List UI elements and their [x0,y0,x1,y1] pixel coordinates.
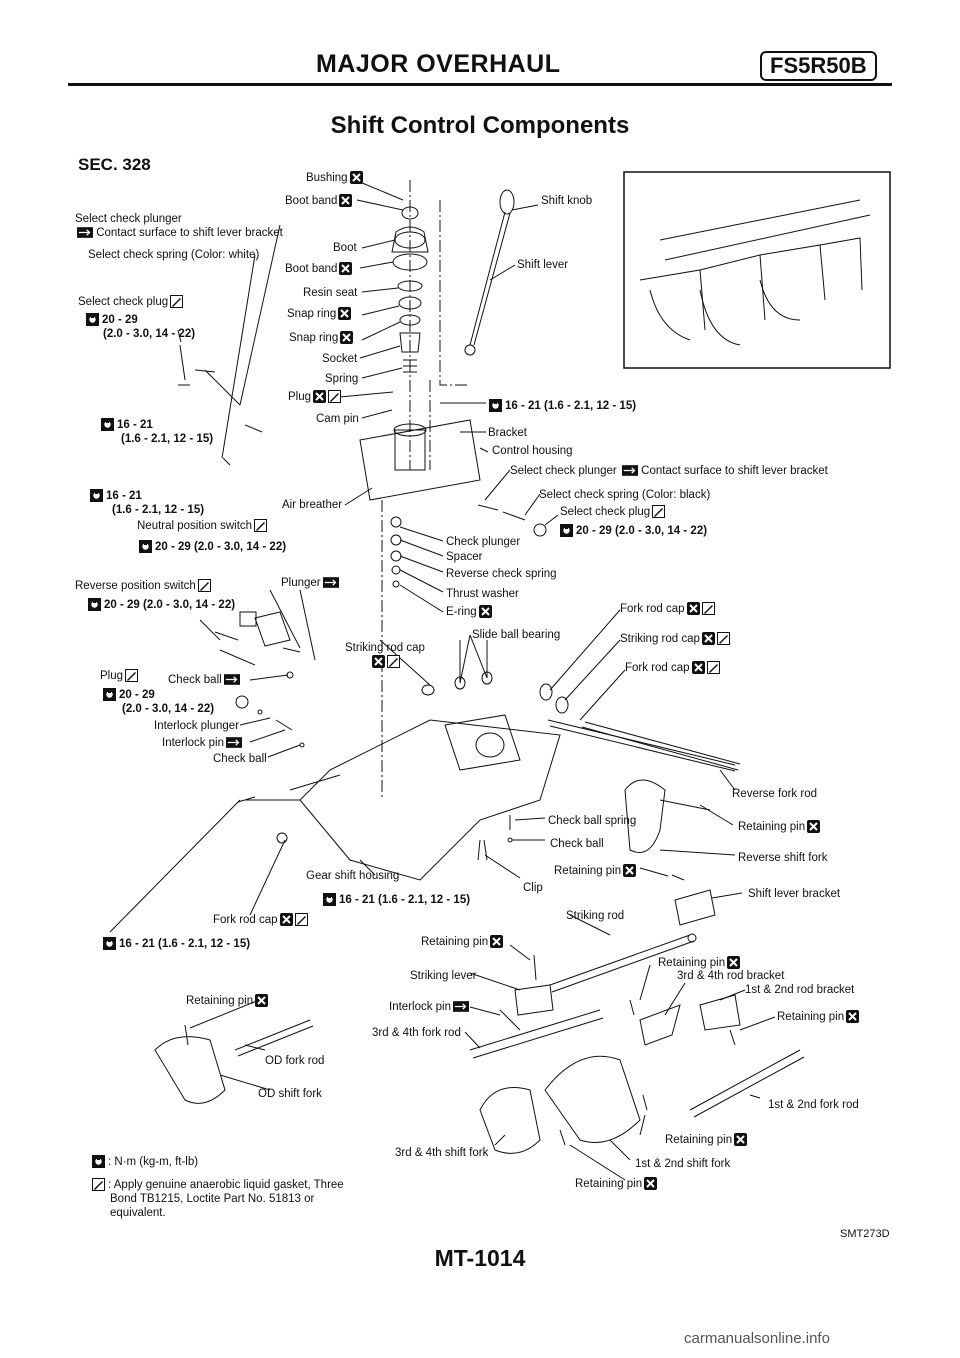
label-striking-rod-cap-right: Striking rod cap [620,632,730,646]
torque-icon [101,418,114,431]
torque-neutral: 20 - 29 (2.0 - 3.0, 14 - 22) [139,540,286,554]
gasket-icon [170,295,183,308]
replace-icon [490,935,503,948]
replace-icon [702,632,715,645]
label-slide-ball-bearing: Slide ball bearing [472,629,561,641]
torque-housing: 16 - 21 (1.6 - 2.1, 12 - 15) [323,893,470,907]
replace-icon [339,194,352,207]
label-od-shift-fork: OD shift fork [258,1088,322,1100]
label-fork-rod-cap-3: Fork rod cap [213,913,308,927]
gasket-icon [125,669,138,682]
torque-plug2-values: (2.0 - 3.0, 14 - 22) [122,703,215,715]
label-control-housing: Control housing [492,445,573,457]
torque-bottom-left: 16 - 21 (1.6 - 2.1, 12 - 15) [103,937,250,951]
label-rod-bracket-34: 3rd & 4th rod bracket [677,970,785,982]
label-check-ball-2: Check ball [213,753,267,765]
label-fork-rod-34: 3rd & 4th fork rod [372,1027,461,1039]
label-check-plunger: Check plunger [446,536,521,548]
replace-icon [692,661,705,674]
label-retaining-pin-5: Retaining pin [186,994,268,1008]
label-select-check-plug-left: Select check plug [78,295,183,309]
label-fork-rod-cap-1: Fork rod cap [620,602,715,616]
gasket-icon [254,519,267,532]
gasket-icon [198,579,211,592]
replace-icon [846,1010,859,1023]
label-od-fork-rod: OD fork rod [265,1055,325,1067]
replace-icon [372,655,385,668]
torque-icon [139,540,152,553]
torque-icon [103,688,116,701]
lubricant-icon [323,577,339,588]
lubricant-icon [224,674,240,685]
gasket-icon [717,632,730,645]
torque-icon [489,399,502,412]
gasket-icon [92,1178,105,1191]
replace-icon [623,864,636,877]
label-striking-lever: Striking lever [410,970,477,982]
label-bushing: Bushing [306,171,363,185]
label-boot-band-2: Boot band [285,262,352,276]
torque-icon [560,524,573,537]
legend-gasket-line2: Bond TB1215, Loctite Part No. 51813 or [110,1193,315,1205]
label-reverse-switch: Reverse position switch [75,579,211,593]
figure-reference: SMT273D [840,1228,890,1240]
replace-icon [255,994,268,1007]
label-plunger: Plunger [281,576,339,590]
torque-icon [103,937,116,950]
label-fork-rod-cap-2: Fork rod cap [625,661,720,675]
label-interlock-plunger: Interlock plunger [154,720,240,732]
label-retaining-pin-3: Retaining pin [421,935,503,949]
torque-icon [88,598,101,611]
torque-left-a: 16 - 21 [101,418,153,432]
label-shift-lever-bracket: Shift lever bracket [748,888,841,900]
label-rod-bracket-12: 1st & 2nd rod bracket [745,984,855,996]
replace-icon [727,956,740,969]
gasket-icon [707,661,720,674]
label-retaining-pin-7: Retaining pin [665,1133,747,1147]
gasket-icon [328,390,341,403]
label-interlock-pin-1: Interlock pin [162,736,242,750]
watermark: carmanualsonline.info [684,1330,830,1347]
lubricant-icon [77,227,93,238]
gasket-icon [295,913,308,926]
header-title: MAJOR OVERHAUL [316,50,561,78]
label-snap-ring-2: Snap ring [289,331,353,345]
page-title: Shift Control Components [330,112,630,139]
label-boot: Boot [333,242,357,254]
label-check-ball-1: Check ball [168,673,240,687]
label-clip: Clip [523,882,543,894]
label-retaining-pin-8: Retaining pin [575,1177,657,1191]
label-fork-rod-12: 1st & 2nd fork rod [768,1099,859,1111]
torque-plug-right: 20 - 29 (2.0 - 3.0, 14 - 22) [560,524,707,538]
replace-icon [644,1177,657,1190]
label-select-check-plunger-right: Select check plunger Contact surface to shift lever bracket [510,465,828,477]
label-thrust-washer: Thrust washer [446,588,519,600]
label-reverse-shift-fork: Reverse shift fork [738,852,828,864]
torque-icon [90,489,103,502]
label-socket: Socket [322,353,358,365]
header-model-code: FS5R50B [760,51,877,81]
torque-icon [92,1155,105,1168]
torque-plug2: 20 - 29 [103,688,155,702]
label-retaining-pin-4: Retaining pin [658,956,740,970]
section-number: SEC. 328 [78,155,151,174]
label-select-check-spring-black: Select check spring (Color: black) [539,489,711,501]
lubricant-icon [622,465,638,476]
gasket-icon [652,505,665,518]
label-interlock-pin-2: Interlock pin [389,1000,469,1014]
label-cam-pin: Cam pin [316,413,359,425]
label-contact-surface-left: Contact surface to shift lever bracket [75,226,283,240]
label-air-breather: Air breather [282,499,343,511]
label-retaining-pin-1: Retaining pin [738,820,820,834]
torque-left-a-values: (1.6 - 2.1, 12 - 15) [121,433,214,445]
label-resin-seat: Resin seat [303,287,358,299]
label-retaining-pin-2: Retaining pin [554,864,636,878]
label-select-check-plug-right: Select check plug [560,505,665,519]
replace-icon [339,262,352,275]
torque-reverse: 20 - 29 (2.0 - 3.0, 14 - 22) [88,598,235,612]
label-plug-top: Plug [288,390,341,404]
replace-icon [313,390,326,403]
label-plug-left: Plug [100,669,138,683]
legend-torque: : N·m (kg-m, ft-lb) [92,1155,198,1169]
torque-plug-left: 20 - 29 [86,313,138,327]
replace-icon [280,913,293,926]
torque-bracket: 16 - 21 (1.6 - 2.1, 12 - 15) [489,399,636,413]
label-check-ball-3: Check ball [550,838,604,850]
label-striking-rod: Striking rod [566,910,625,922]
label-retaining-pin-6: Retaining pin [777,1010,859,1024]
label-spacer: Spacer [446,551,483,563]
label-reverse-fork-rod: Reverse fork rod [732,788,818,800]
label-select-check-spring-white: Select check spring (Color: white) [88,249,260,261]
replace-icon [734,1133,747,1146]
label-boot-band-1: Boot band [285,194,352,208]
gasket-icon [702,602,715,615]
replace-icon [338,307,351,320]
replace-icon [807,820,820,833]
torque-icon [323,893,336,906]
icons-striking-rod-cap-mid [370,655,400,669]
label-gear-shift-housing: Gear shift housing [306,870,400,882]
page-number: MT-1014 [434,1245,526,1271]
label-bracket: Bracket [488,427,527,439]
gasket-icon [387,655,400,668]
lubricant-icon [453,1001,469,1012]
torque-left-b-values: (1.6 - 2.1, 12 - 15) [112,504,205,516]
label-shift-fork-12: 1st & 2nd shift fork [635,1158,731,1170]
lubricant-icon [226,737,242,748]
label-check-ball-spring: Check ball spring [548,815,637,827]
replace-icon [687,602,700,615]
label-neutral-switch: Neutral position switch [137,519,267,533]
replace-icon [350,171,363,184]
label-shift-knob: Shift knob [541,195,593,207]
label-striking-rod-cap-mid: Striking rod cap [345,642,425,654]
replace-icon [340,331,353,344]
legend-gasket-line3: equivalent. [110,1207,166,1219]
label-select-check-plunger-left: Select check plunger [75,213,182,225]
label-reverse-check-spring: Reverse check spring [446,568,557,580]
torque-plug-left-values: (2.0 - 3.0, 14 - 22) [103,328,196,340]
replace-icon [479,605,492,618]
label-spring: Spring [325,373,359,385]
torque-left-b: 16 - 21 [90,489,142,503]
label-shift-lever: Shift lever [517,259,569,271]
label-snap-ring-1: Snap ring [287,307,351,321]
label-shift-fork-34: 3rd & 4th shift fork [395,1147,489,1159]
legend-gasket: : Apply genuine anaerobic liquid gasket, Three [92,1178,344,1192]
torque-icon [86,313,99,326]
label-e-ring: E-ring [446,605,492,619]
